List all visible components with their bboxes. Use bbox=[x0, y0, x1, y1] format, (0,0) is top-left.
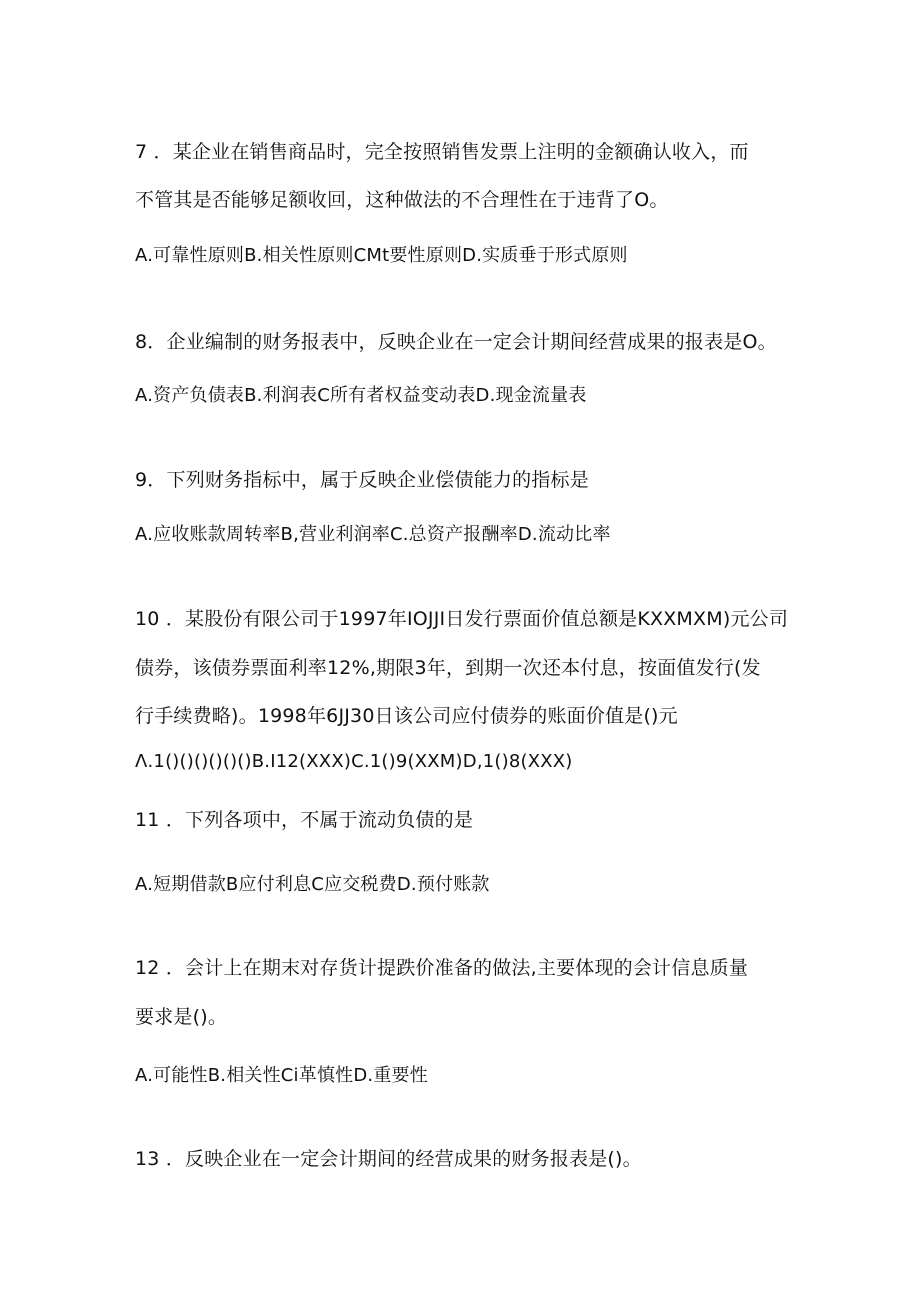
question-8-options: A.资产负债表B.利润表C所有者权益变动表D.现金流量表 bbox=[135, 385, 587, 406]
question-7-stem-line-2: 不管其是否能够足额收回，这种做法的不合理性在于违背了O。 bbox=[135, 189, 669, 211]
question-10-stem-line-2: 债券，该债券票面利率12%,期限3年，到期一次还本付息，按面值发行(发 bbox=[135, 657, 761, 679]
question-7-options: A.可靠性原则B.相关性原则CMt要性原则D.实质垂于形式原则 bbox=[135, 245, 628, 266]
question-12-stem-line-1: 12 ．会计上在期末对存货计提跌价准备的做法,主要体现的会计信息质量 bbox=[135, 957, 749, 979]
question-11-options: A.短期借款B应付利息C应交税费D.预付账款 bbox=[135, 874, 490, 895]
question-9-options: A.应收账款周转率B,营业利润率C.总资产报酬率D.流动比率 bbox=[135, 524, 611, 545]
question-10-stem-line-1: 10 ．某股份有限公司于1997年IOJJI日发行票面价值总额是KXXMXM)元公司 bbox=[135, 608, 789, 630]
question-11-stem-line-1: 11 ．下列各项中，不属于流动负债的是 bbox=[135, 809, 474, 831]
question-8-stem-line-1: 8．企业编制的财务报表中，反映企业在一定会计期间经营成果的报表是O。 bbox=[135, 331, 777, 353]
question-7-stem-line-1: 7 ．某企业在销售商品时，完全按照销售发票上注明的金额确认收入，而 bbox=[135, 141, 749, 163]
question-12-options: A.可能性B.相关性Ci革慎性D.重要性 bbox=[135, 1065, 428, 1086]
question-10-stem-line-3: 行手续费略)。1998年6JJ30日该公司应付债券的账面价值是()元 bbox=[135, 705, 678, 727]
question-13-stem-line-1: 13 ．反映企业在一定会计期间的经营成果的财务报表是()。 bbox=[135, 1148, 642, 1170]
question-10-options: Λ.1()()()()()()B.I12(XXX)C.1()9(XXM)D,1()8(XXX) bbox=[135, 751, 573, 772]
question-9-stem-line-1: 9．下列财务指标中，属于反映企业偿债能力的指标是 bbox=[135, 469, 589, 491]
question-12-stem-line-2: 要求是()。 bbox=[135, 1006, 228, 1028]
